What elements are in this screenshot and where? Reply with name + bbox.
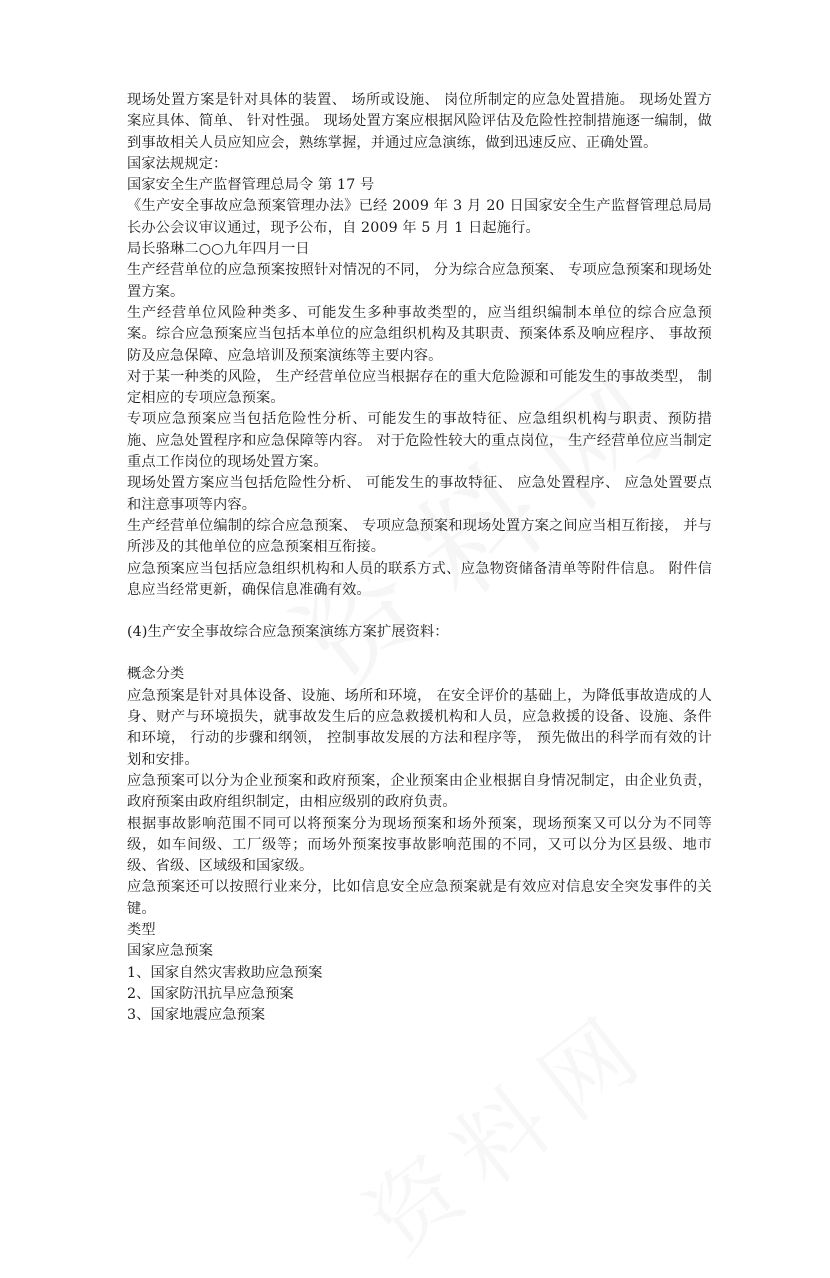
paragraph-special-plan: 对于某一种类的风险， 生产经营单位应当根据存在的重大危险源和可能发生的事故类型， 制定相应的专项应急预案。 <box>127 368 712 407</box>
paragraph-special-plan-content: 专项应急预案应当包括危险性分析、可能发生的事故特征、应急组织机构与职责、预防措施、应急处置程序和应急保障等内容。 对于危险性较大的重点岗位， 生产经营单位应当制定重点工作岗位的现场处置方案。 <box>127 411 712 471</box>
paragraph-comprehensive-plan: 生产经营单位风险种类多、可能发生多种事故类型的，应当组织编制本单位的综合应急预案。综合应急预案应当包括本单位的应急组织机构及其职责、预案体系及响应程序、 事故预防及应急保障、应急培训及预案演练等主要内容。 <box>127 304 712 364</box>
list-item: 3、国家地震应急预案 <box>127 1007 266 1024</box>
paragraph-national-plans: 国家应急预案 <box>127 943 214 960</box>
paragraph-attachments: 应急预案应当包括应急组织机构和人员的联系方式、应急物资储备清单等附件信息。 附件信息应当经常更新，确保信息准确有效。 <box>127 560 712 598</box>
paragraph-scope-levels: 根据事故影响范围不同可以将预案分为现场预案和场外预案，现场预案又可以分为不同等级，如车间级、工厂级等；而场外预案按事故影响范围的不同，又可以分为区县级、地市级、省级、区域级和国家级。 <box>127 815 712 875</box>
spacer <box>127 643 712 664</box>
paragraph-plan-types: 生产经营单位的应急预案按照针对情况的不同， 分为综合应急预案、 专项应急预案和现场处置方案。 <box>127 262 712 300</box>
section-heading: (4)生产安全事故综合应急预案演练方案扩展资料： <box>127 624 449 641</box>
paragraph-industry: 应急预案还可以按照行业来分，比如信息安全应急预案就是有效应对信息安全突发事件的关键。 <box>127 879 712 917</box>
paragraph-onsite-plan: 现场处置方案是针对具体的装置、 场所或设施、 岗位所制定的应急处置措施。 现场处置方案应具体、简单、 针对性强。 现场处置方案应根据风险评估及危险性控制措施逐一编制，做到事故相关人员应知应会，熟练掌握，并通过应急演练，做到迅速反应、正确处置。 <box>127 92 712 151</box>
paragraph-regulation-heading: 国家法规规定： <box>127 155 228 172</box>
list-item: 1、国家自然灾害救助应急预案 <box>127 964 323 981</box>
paragraph-measures-adopted: 《生产安全事故应急预案管理办法》已经 2009 年 3 月 20 日国家安全生产监督管理总局局长办公会议审议通过，现予公布，自 2009 年 5 月 1 日起施行。 <box>127 198 712 236</box>
paragraph-concept-heading: 概念分类 <box>127 666 185 683</box>
paragraph-decree-number: 国家安全生产监督管理总局令 第 17 号 <box>127 177 375 194</box>
paragraph-onsite-plan-content: 现场处置方案应当包括危险性分析、 可能发生的事故特征、 应急处置程序、 应急处置要点和注意事项等内容。 <box>127 475 712 513</box>
list-item: 2、国家防汛抗旱应急预案 <box>127 985 294 1002</box>
spacer <box>127 601 712 622</box>
paragraph-signature-date: 局长骆琳二○○九年四月一日 <box>127 241 310 258</box>
paragraph-enterprise-government: 应急预案可以分为企业预案和政府预案，企业预案由企业根据自身情况制定，由企业负责，政府预案由政府组织制定，由相应级别的政府负责。 <box>127 772 712 811</box>
document-body <box>127 90 712 1026</box>
paragraph-types-heading: 类型 <box>127 921 156 938</box>
paragraph-plan-linkage: 生产经营单位编制的综合应急预案、 专项应急预案和现场处置方案之间应当相互衔接， 并与所涉及的其他单位的应急预案相互衔接。 <box>127 517 712 556</box>
paragraph-concept-definition: 应急预案是针对具体设备、设施、场所和环境， 在安全评价的基础上，为降低事故造成的人身、财产与环境损失，就事故发生后的应急救援机构和人员，应急救援的设备、设施、条件和环境， 行动的步骤和纲领， 控制事故发展的方法和程序等， 预先做出的科学而有效的计划和安排。 <box>127 687 712 768</box>
